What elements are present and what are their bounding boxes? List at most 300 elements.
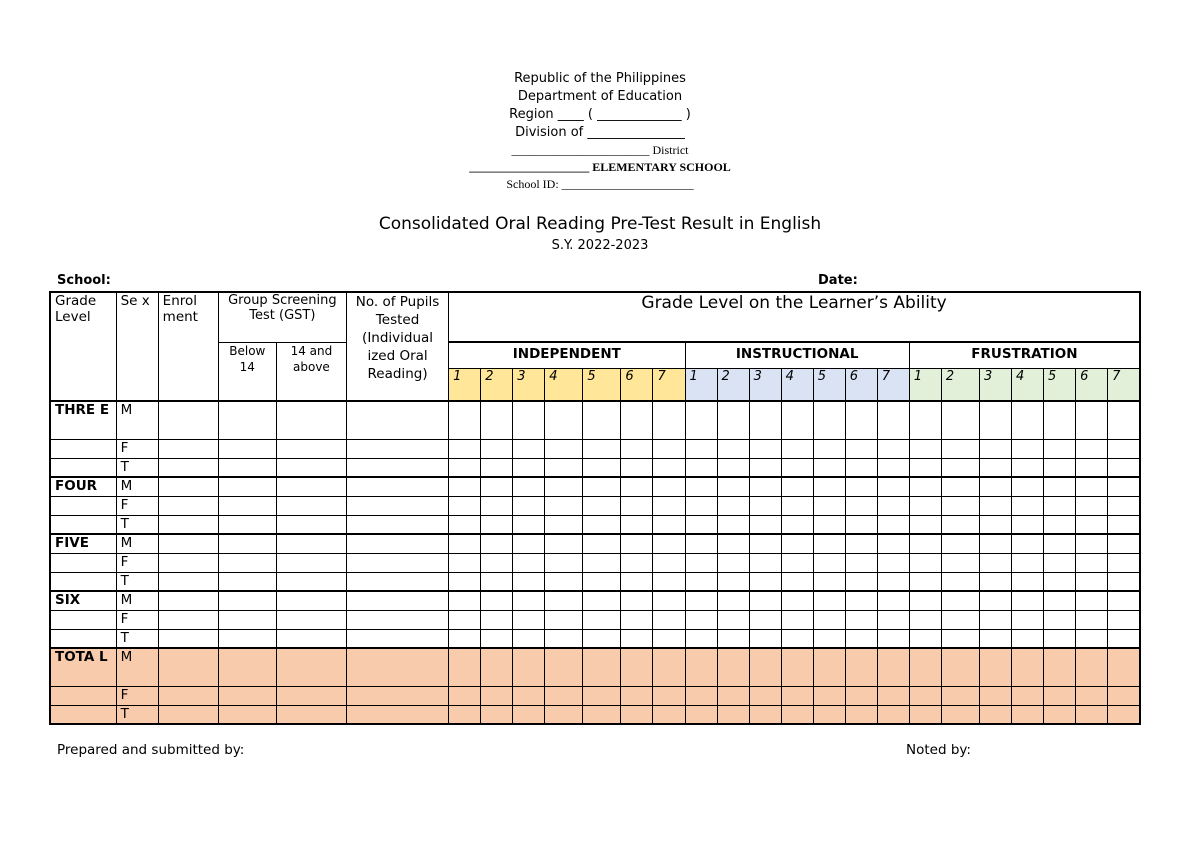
data-cell[interactable] [346, 610, 448, 629]
data-cell[interactable] [909, 458, 941, 477]
data-cell[interactable] [545, 686, 583, 705]
data-cell[interactable] [158, 496, 218, 515]
data-cell[interactable] [813, 705, 845, 724]
data-cell[interactable] [621, 534, 653, 553]
data-cell[interactable] [979, 534, 1011, 553]
data-cell[interactable] [685, 477, 717, 496]
data-cell[interactable] [685, 610, 717, 629]
data-cell[interactable] [909, 572, 941, 591]
data-cell[interactable] [653, 496, 685, 515]
data-cell[interactable] [158, 401, 218, 439]
data-cell[interactable] [845, 705, 877, 724]
data-cell[interactable] [909, 496, 941, 515]
data-cell[interactable] [346, 439, 448, 458]
data-cell[interactable] [1076, 686, 1108, 705]
data-cell[interactable] [276, 686, 346, 705]
data-cell[interactable] [449, 705, 481, 724]
data-cell[interactable] [685, 648, 717, 686]
data-cell[interactable] [909, 515, 941, 534]
data-cell[interactable] [877, 534, 909, 553]
data-cell[interactable] [685, 496, 717, 515]
data-cell[interactable] [653, 648, 685, 686]
data-cell[interactable] [621, 553, 653, 572]
data-cell[interactable] [717, 686, 749, 705]
data-cell[interactable] [749, 629, 781, 648]
data-cell[interactable] [1076, 496, 1108, 515]
data-cell[interactable] [813, 439, 845, 458]
data-cell[interactable] [346, 591, 448, 610]
data-cell[interactable] [346, 648, 448, 686]
data-cell[interactable] [1011, 591, 1043, 610]
data-cell[interactable] [346, 553, 448, 572]
data-cell[interactable] [685, 515, 717, 534]
data-cell[interactable] [717, 458, 749, 477]
data-cell[interactable] [909, 591, 941, 610]
data-cell[interactable] [813, 610, 845, 629]
data-cell[interactable] [941, 477, 979, 496]
data-cell[interactable] [621, 401, 653, 439]
data-cell[interactable] [1011, 401, 1043, 439]
data-cell[interactable] [781, 648, 813, 686]
data-cell[interactable] [1108, 686, 1140, 705]
data-cell[interactable] [449, 401, 481, 439]
data-cell[interactable] [909, 401, 941, 439]
data-cell[interactable] [621, 439, 653, 458]
data-cell[interactable] [449, 534, 481, 553]
data-cell[interactable] [218, 401, 276, 439]
data-cell[interactable] [941, 401, 979, 439]
data-cell[interactable] [749, 553, 781, 572]
data-cell[interactable] [513, 515, 545, 534]
data-cell[interactable] [877, 648, 909, 686]
data-cell[interactable] [1108, 439, 1140, 458]
data-cell[interactable] [158, 515, 218, 534]
data-cell[interactable] [781, 629, 813, 648]
data-cell[interactable] [845, 648, 877, 686]
data-cell[interactable] [813, 629, 845, 648]
data-cell[interactable] [1044, 686, 1076, 705]
data-cell[interactable] [1044, 591, 1076, 610]
data-cell[interactable] [1108, 477, 1140, 496]
data-cell[interactable] [621, 591, 653, 610]
data-cell[interactable] [545, 401, 583, 439]
data-cell[interactable] [545, 705, 583, 724]
data-cell[interactable] [1108, 629, 1140, 648]
data-cell[interactable] [909, 477, 941, 496]
data-cell[interactable] [845, 496, 877, 515]
data-cell[interactable] [276, 648, 346, 686]
data-cell[interactable] [941, 686, 979, 705]
data-cell[interactable] [877, 705, 909, 724]
data-cell[interactable] [481, 553, 513, 572]
data-cell[interactable] [685, 572, 717, 591]
data-cell[interactable] [481, 496, 513, 515]
data-cell[interactable] [346, 705, 448, 724]
data-cell[interactable] [218, 458, 276, 477]
data-cell[interactable] [749, 477, 781, 496]
data-cell[interactable] [1011, 477, 1043, 496]
data-cell[interactable] [583, 553, 621, 572]
data-cell[interactable] [877, 591, 909, 610]
data-cell[interactable] [781, 496, 813, 515]
data-cell[interactable] [481, 477, 513, 496]
data-cell[interactable] [749, 705, 781, 724]
data-cell[interactable] [513, 648, 545, 686]
data-cell[interactable] [218, 591, 276, 610]
data-cell[interactable] [941, 515, 979, 534]
data-cell[interactable] [158, 572, 218, 591]
data-cell[interactable] [877, 686, 909, 705]
data-cell[interactable] [276, 629, 346, 648]
data-cell[interactable] [1044, 610, 1076, 629]
data-cell[interactable] [717, 477, 749, 496]
data-cell[interactable] [346, 401, 448, 439]
data-cell[interactable] [583, 496, 621, 515]
data-cell[interactable] [653, 686, 685, 705]
data-cell[interactable] [1044, 629, 1076, 648]
data-cell[interactable] [1011, 686, 1043, 705]
data-cell[interactable] [717, 610, 749, 629]
data-cell[interactable] [877, 629, 909, 648]
data-cell[interactable] [685, 439, 717, 458]
data-cell[interactable] [781, 553, 813, 572]
data-cell[interactable] [781, 705, 813, 724]
data-cell[interactable] [749, 401, 781, 439]
data-cell[interactable] [513, 610, 545, 629]
data-cell[interactable] [158, 705, 218, 724]
data-cell[interactable] [513, 629, 545, 648]
data-cell[interactable] [1108, 534, 1140, 553]
data-cell[interactable] [1011, 705, 1043, 724]
data-cell[interactable] [513, 458, 545, 477]
data-cell[interactable] [909, 553, 941, 572]
data-cell[interactable] [1044, 705, 1076, 724]
data-cell[interactable] [621, 686, 653, 705]
data-cell[interactable] [449, 591, 481, 610]
data-cell[interactable] [1108, 458, 1140, 477]
data-cell[interactable] [877, 439, 909, 458]
data-cell[interactable] [717, 705, 749, 724]
data-cell[interactable] [877, 553, 909, 572]
data-cell[interactable] [877, 458, 909, 477]
data-cell[interactable] [158, 629, 218, 648]
data-cell[interactable] [1108, 553, 1140, 572]
data-cell[interactable] [845, 610, 877, 629]
data-cell[interactable] [1011, 534, 1043, 553]
data-cell[interactable] [346, 496, 448, 515]
data-cell[interactable] [158, 439, 218, 458]
data-cell[interactable] [449, 477, 481, 496]
data-cell[interactable] [653, 401, 685, 439]
data-cell[interactable] [941, 572, 979, 591]
data-cell[interactable] [813, 572, 845, 591]
data-cell[interactable] [653, 553, 685, 572]
data-cell[interactable] [1011, 496, 1043, 515]
data-cell[interactable] [685, 458, 717, 477]
data-cell[interactable] [276, 610, 346, 629]
data-cell[interactable] [1011, 553, 1043, 572]
data-cell[interactable] [158, 534, 218, 553]
data-cell[interactable] [845, 553, 877, 572]
data-cell[interactable] [781, 439, 813, 458]
data-cell[interactable] [545, 477, 583, 496]
data-cell[interactable] [909, 534, 941, 553]
data-cell[interactable] [218, 553, 276, 572]
data-cell[interactable] [1044, 572, 1076, 591]
data-cell[interactable] [481, 686, 513, 705]
data-cell[interactable] [449, 610, 481, 629]
data-cell[interactable] [449, 629, 481, 648]
data-cell[interactable] [158, 610, 218, 629]
data-cell[interactable] [218, 610, 276, 629]
data-cell[interactable] [449, 458, 481, 477]
data-cell[interactable] [545, 439, 583, 458]
data-cell[interactable] [685, 534, 717, 553]
data-cell[interactable] [621, 610, 653, 629]
data-cell[interactable] [813, 686, 845, 705]
data-cell[interactable] [653, 591, 685, 610]
data-cell[interactable] [218, 515, 276, 534]
data-cell[interactable] [481, 458, 513, 477]
data-cell[interactable] [979, 458, 1011, 477]
data-cell[interactable] [749, 648, 781, 686]
data-cell[interactable] [979, 515, 1011, 534]
data-cell[interactable] [781, 401, 813, 439]
data-cell[interactable] [583, 591, 621, 610]
data-cell[interactable] [1011, 515, 1043, 534]
data-cell[interactable] [781, 610, 813, 629]
data-cell[interactable] [653, 572, 685, 591]
data-cell[interactable] [909, 705, 941, 724]
data-cell[interactable] [158, 591, 218, 610]
data-cell[interactable] [941, 629, 979, 648]
data-cell[interactable] [1011, 439, 1043, 458]
data-cell[interactable] [545, 496, 583, 515]
data-cell[interactable] [781, 534, 813, 553]
data-cell[interactable] [877, 496, 909, 515]
data-cell[interactable] [583, 686, 621, 705]
data-cell[interactable] [481, 610, 513, 629]
data-cell[interactable] [653, 515, 685, 534]
data-cell[interactable] [218, 686, 276, 705]
data-cell[interactable] [717, 439, 749, 458]
data-cell[interactable] [1108, 610, 1140, 629]
data-cell[interactable] [845, 572, 877, 591]
data-cell[interactable] [717, 401, 749, 439]
data-cell[interactable] [781, 477, 813, 496]
data-cell[interactable] [1044, 648, 1076, 686]
data-cell[interactable] [1011, 458, 1043, 477]
data-cell[interactable] [653, 705, 685, 724]
data-cell[interactable] [545, 458, 583, 477]
data-cell[interactable] [685, 629, 717, 648]
data-cell[interactable] [218, 496, 276, 515]
data-cell[interactable] [653, 610, 685, 629]
data-cell[interactable] [877, 572, 909, 591]
data-cell[interactable] [1076, 648, 1108, 686]
data-cell[interactable] [583, 458, 621, 477]
data-cell[interactable] [158, 648, 218, 686]
data-cell[interactable] [513, 534, 545, 553]
data-cell[interactable] [158, 477, 218, 496]
data-cell[interactable] [276, 705, 346, 724]
data-cell[interactable] [346, 458, 448, 477]
data-cell[interactable] [449, 648, 481, 686]
data-cell[interactable] [845, 591, 877, 610]
data-cell[interactable] [583, 534, 621, 553]
data-cell[interactable] [653, 458, 685, 477]
data-cell[interactable] [481, 705, 513, 724]
data-cell[interactable] [545, 610, 583, 629]
data-cell[interactable] [158, 553, 218, 572]
data-cell[interactable] [909, 648, 941, 686]
data-cell[interactable] [1044, 439, 1076, 458]
data-cell[interactable] [941, 534, 979, 553]
data-cell[interactable] [1011, 610, 1043, 629]
data-cell[interactable] [979, 686, 1011, 705]
data-cell[interactable] [845, 686, 877, 705]
data-cell[interactable] [1011, 572, 1043, 591]
data-cell[interactable] [218, 534, 276, 553]
data-cell[interactable] [749, 496, 781, 515]
data-cell[interactable] [513, 496, 545, 515]
data-cell[interactable] [545, 648, 583, 686]
data-cell[interactable] [1011, 629, 1043, 648]
data-cell[interactable] [1076, 610, 1108, 629]
data-cell[interactable] [545, 591, 583, 610]
data-cell[interactable] [513, 477, 545, 496]
data-cell[interactable] [621, 629, 653, 648]
data-cell[interactable] [749, 439, 781, 458]
data-cell[interactable] [813, 534, 845, 553]
data-cell[interactable] [276, 591, 346, 610]
data-cell[interactable] [481, 591, 513, 610]
data-cell[interactable] [513, 439, 545, 458]
data-cell[interactable] [941, 610, 979, 629]
data-cell[interactable] [979, 439, 1011, 458]
data-cell[interactable] [813, 515, 845, 534]
data-cell[interactable] [513, 705, 545, 724]
data-cell[interactable] [621, 477, 653, 496]
data-cell[interactable] [941, 439, 979, 458]
data-cell[interactable] [449, 686, 481, 705]
data-cell[interactable] [1076, 553, 1108, 572]
data-cell[interactable] [513, 591, 545, 610]
data-cell[interactable] [653, 534, 685, 553]
data-cell[interactable] [781, 572, 813, 591]
data-cell[interactable] [1044, 458, 1076, 477]
data-cell[interactable] [583, 439, 621, 458]
data-cell[interactable] [276, 534, 346, 553]
data-cell[interactable] [545, 629, 583, 648]
data-cell[interactable] [685, 553, 717, 572]
data-cell[interactable] [276, 477, 346, 496]
data-cell[interactable] [979, 591, 1011, 610]
data-cell[interactable] [979, 496, 1011, 515]
data-cell[interactable] [941, 553, 979, 572]
data-cell[interactable] [653, 629, 685, 648]
data-cell[interactable] [909, 610, 941, 629]
data-cell[interactable] [218, 439, 276, 458]
data-cell[interactable] [979, 401, 1011, 439]
data-cell[interactable] [979, 553, 1011, 572]
data-cell[interactable] [1108, 705, 1140, 724]
data-cell[interactable] [513, 553, 545, 572]
data-cell[interactable] [449, 496, 481, 515]
data-cell[interactable] [583, 477, 621, 496]
data-cell[interactable] [845, 629, 877, 648]
data-cell[interactable] [941, 648, 979, 686]
data-cell[interactable] [717, 534, 749, 553]
data-cell[interactable] [1076, 515, 1108, 534]
data-cell[interactable] [877, 610, 909, 629]
data-cell[interactable] [979, 705, 1011, 724]
data-cell[interactable] [685, 591, 717, 610]
data-cell[interactable] [1076, 591, 1108, 610]
data-cell[interactable] [583, 629, 621, 648]
data-cell[interactable] [346, 686, 448, 705]
data-cell[interactable] [979, 477, 1011, 496]
data-cell[interactable] [1044, 534, 1076, 553]
data-cell[interactable] [877, 515, 909, 534]
data-cell[interactable] [813, 553, 845, 572]
data-cell[interactable] [513, 686, 545, 705]
data-cell[interactable] [1044, 496, 1076, 515]
data-cell[interactable] [1076, 439, 1108, 458]
data-cell[interactable] [845, 515, 877, 534]
data-cell[interactable] [449, 553, 481, 572]
data-cell[interactable] [583, 705, 621, 724]
data-cell[interactable] [583, 515, 621, 534]
data-cell[interactable] [941, 705, 979, 724]
data-cell[interactable] [1044, 515, 1076, 534]
data-cell[interactable] [717, 553, 749, 572]
data-cell[interactable] [621, 572, 653, 591]
data-cell[interactable] [481, 439, 513, 458]
data-cell[interactable] [813, 477, 845, 496]
data-cell[interactable] [583, 648, 621, 686]
data-cell[interactable] [717, 572, 749, 591]
data-cell[interactable] [276, 496, 346, 515]
data-cell[interactable] [1044, 401, 1076, 439]
data-cell[interactable] [1076, 629, 1108, 648]
data-cell[interactable] [909, 629, 941, 648]
data-cell[interactable] [1044, 553, 1076, 572]
data-cell[interactable] [653, 439, 685, 458]
data-cell[interactable] [1076, 572, 1108, 591]
data-cell[interactable] [813, 496, 845, 515]
data-cell[interactable] [346, 629, 448, 648]
data-cell[interactable] [749, 610, 781, 629]
data-cell[interactable] [717, 591, 749, 610]
data-cell[interactable] [1108, 515, 1140, 534]
data-cell[interactable] [583, 572, 621, 591]
data-cell[interactable] [276, 515, 346, 534]
data-cell[interactable] [621, 648, 653, 686]
data-cell[interactable] [1076, 477, 1108, 496]
data-cell[interactable] [979, 629, 1011, 648]
data-cell[interactable] [449, 439, 481, 458]
data-cell[interactable] [218, 629, 276, 648]
data-cell[interactable] [781, 591, 813, 610]
data-cell[interactable] [276, 439, 346, 458]
data-cell[interactable] [1011, 648, 1043, 686]
data-cell[interactable] [449, 515, 481, 534]
data-cell[interactable] [717, 515, 749, 534]
data-cell[interactable] [749, 686, 781, 705]
data-cell[interactable] [276, 572, 346, 591]
data-cell[interactable] [513, 401, 545, 439]
